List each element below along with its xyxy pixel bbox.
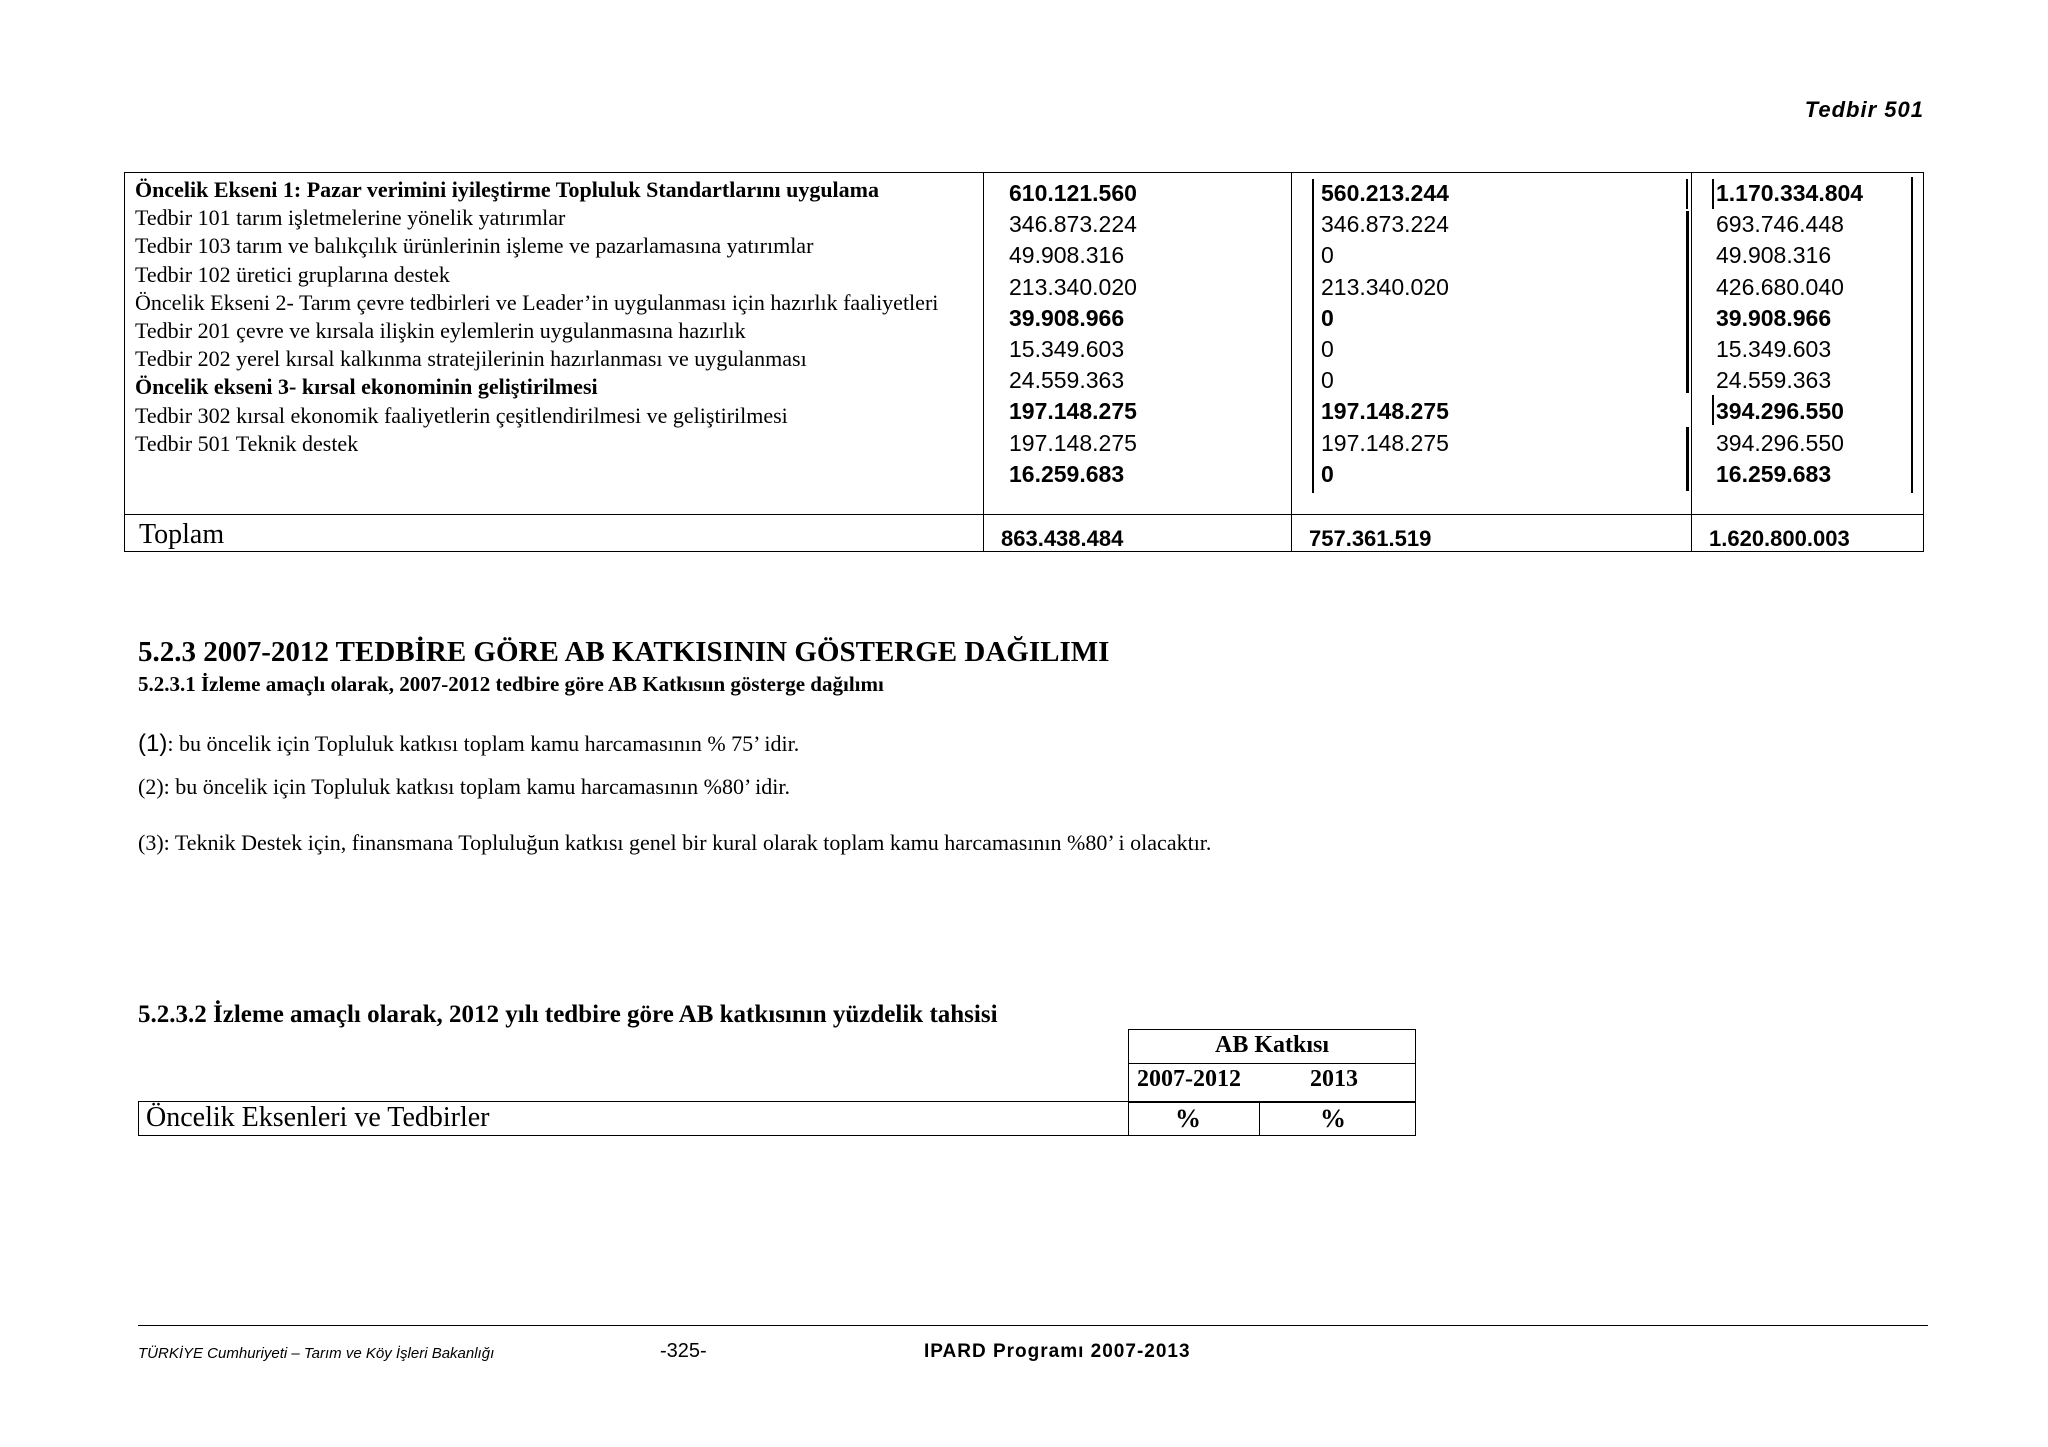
year-header: 2007-2012 — [1137, 1066, 1241, 1092]
footer-divider — [138, 1325, 1928, 1326]
cell-value: 610.121.560 — [1009, 180, 1137, 206]
cell-value: 213.340.020 — [1321, 273, 1449, 300]
cell-value: 39.908.966 — [1009, 304, 1125, 331]
cell-value: 1.170.334.804 — [1716, 180, 1864, 206]
footnote-2 — [138, 774, 790, 800]
cell-value: 0 — [1321, 335, 1334, 362]
cell-value: 426.680.040 — [1716, 273, 1844, 300]
ab-col-divider — [1128, 1101, 1129, 1136]
change-bar — [1712, 179, 1714, 209]
cell-value: 197.148.275 — [1009, 398, 1137, 425]
cell-value: 394.296.550 — [1716, 429, 1844, 456]
cell-value: 49.908.316 — [1009, 242, 1125, 269]
footer-ministry: TÜRKİYE Cumhuriyeti – Tarım ve Köy İşleri Bakanlığı — [138, 1345, 495, 1362]
footnote-text: : bu öncelik için Topluluk katkısı toplam kamu harcamasının %80’ idir. — [163, 774, 791, 799]
row-label: Tedbir 103 tarım ve balıkçılık ürünlerinin işleme ve pazarlamasına yatırımlar — [135, 233, 814, 259]
year-header: 2013 — [1310, 1066, 1358, 1092]
footer-program: IPARD Programı 2007-2013 — [924, 1341, 1191, 1362]
column-divider — [1291, 173, 1292, 551]
total-value: 1.620.800.003 — [1709, 526, 1850, 551]
cell-value: 346.873.224 — [1009, 211, 1137, 238]
row-label: Öncelik Eksenleri ve Tedbirler — [146, 1102, 490, 1133]
change-bar — [1911, 177, 1913, 493]
section-header: Tedbir 501 — [1804, 97, 1924, 122]
subsection-heading: 5.2.3.2 İzleme amaçlı olarak, 2012 yılı tedbire göre AB katkısının yüzdelik tahsisi — [138, 1001, 998, 1028]
cell-value: 213.340.020 — [1009, 273, 1137, 300]
footnote-text: : Teknik Destek için, finansmana Topluluğun katkısı genel bir kural olarak toplam kamu harcamasının %80’ i olacaktır. — [163, 830, 1212, 855]
cell-value: 0 — [1321, 304, 1334, 331]
cell-value: 197.148.275 — [1321, 429, 1449, 456]
cell-value: 197.148.275 — [1009, 429, 1137, 456]
percent-unit: % — [1320, 1104, 1346, 1133]
cell-value: 24.559.363 — [1009, 367, 1125, 394]
total-value: 757.361.519 — [1309, 526, 1432, 551]
footnote-3 — [138, 830, 1211, 856]
ab-col-divider — [1259, 1101, 1260, 1136]
cell-value: 15.349.603 — [1716, 335, 1832, 362]
section-heading: 5.2.3 2007-2012 TEDBİRE GÖRE AB KATKISININ GÖSTERGE DAĞILIMI — [138, 636, 1110, 668]
row-label: Öncelik Ekseni 1: Pazar verimini iyileştirme Topluluk Standartlarını uygulama — [135, 177, 879, 202]
footnote-1 — [138, 730, 799, 758]
footnote-tag: (1) — [138, 730, 168, 757]
cell-value: 0 — [1321, 460, 1334, 487]
row-label: Tedbir 201 çevre ve kırsala ilişkin eylemlerin uygulanmasına hazırlık — [135, 318, 746, 344]
cell-value: 693.746.448 — [1716, 211, 1844, 238]
cell-value: 197.148.275 — [1321, 398, 1449, 425]
cell-value: 24.559.363 — [1716, 367, 1832, 394]
cell-value: 346.873.224 — [1321, 211, 1449, 238]
footnote-tag: (3) — [138, 830, 164, 855]
total-divider — [125, 514, 1923, 515]
cell-value: 39.908.966 — [1716, 304, 1832, 331]
cell-value: 16.259.683 — [1009, 460, 1125, 487]
change-bar — [1686, 211, 1689, 393]
row-label: Öncelik Ekseni 2- Tarım çevre tedbirleri ve Leader’in uygulanması için hazırlık faaliyetleri — [135, 289, 939, 315]
value-column-2 — [1321, 178, 1449, 490]
column-divider — [1691, 173, 1692, 551]
percent-unit: % — [1175, 1104, 1201, 1133]
change-bar — [1686, 427, 1689, 491]
cell-value: 394.296.550 — [1716, 398, 1844, 425]
subsection-heading: 5.2.3.1 İzleme amaçlı olarak, 2007-2012 tedbire göre AB Katkısıın gösterge dağılımı — [138, 672, 884, 696]
row-label: Tedbir 102 üretici gruplarına destek — [135, 261, 450, 287]
ab-katkisi-header: AB Katkısı — [1214, 1032, 1330, 1058]
column-divider — [983, 173, 984, 551]
cell-value: 560.213.244 — [1321, 180, 1449, 206]
row-label: Tedbir 501 Teknik destek — [135, 430, 359, 456]
financing-table — [124, 172, 1924, 552]
cell-value: 49.908.316 — [1716, 242, 1832, 269]
cell-value: 0 — [1321, 367, 1334, 394]
total-label: Toplam — [139, 519, 225, 550]
page-number: -325- — [660, 1340, 707, 1362]
measure-labels — [135, 176, 979, 458]
change-bar — [1712, 395, 1714, 425]
footnote-tag: (2) — [138, 774, 164, 799]
value-column-3 — [1716, 178, 1863, 490]
cell-value: 15.349.603 — [1009, 335, 1125, 362]
change-bar — [1686, 179, 1688, 209]
row-label: Tedbir 302 kırsal ekonomik faaliyetlerin çeşitlendirilmesi ve geliştirilmesi — [135, 402, 788, 428]
change-bar — [1312, 179, 1314, 493]
row-label: Tedbir 101 tarım işletmelerine yönelik yatırımlar — [135, 205, 566, 231]
row-label: Tedbir 202 yerel kırsal kalkınma stratejilerinin hazırlanması ve uygulanması — [135, 346, 807, 372]
cell-value: 16.259.683 — [1716, 460, 1832, 487]
value-column-1 — [1009, 178, 1137, 490]
total-value: 863.438.484 — [1001, 526, 1124, 551]
cell-value: 0 — [1321, 242, 1334, 269]
ab-header-divider — [1128, 1063, 1416, 1064]
row-label: Öncelik ekseni 3- kırsal ekonominin geliştirilmesi — [135, 374, 598, 400]
footnote-text: : bu öncelik için Topluluk katkısı toplam kamu harcamasının % 75’ idir. — [167, 731, 800, 756]
